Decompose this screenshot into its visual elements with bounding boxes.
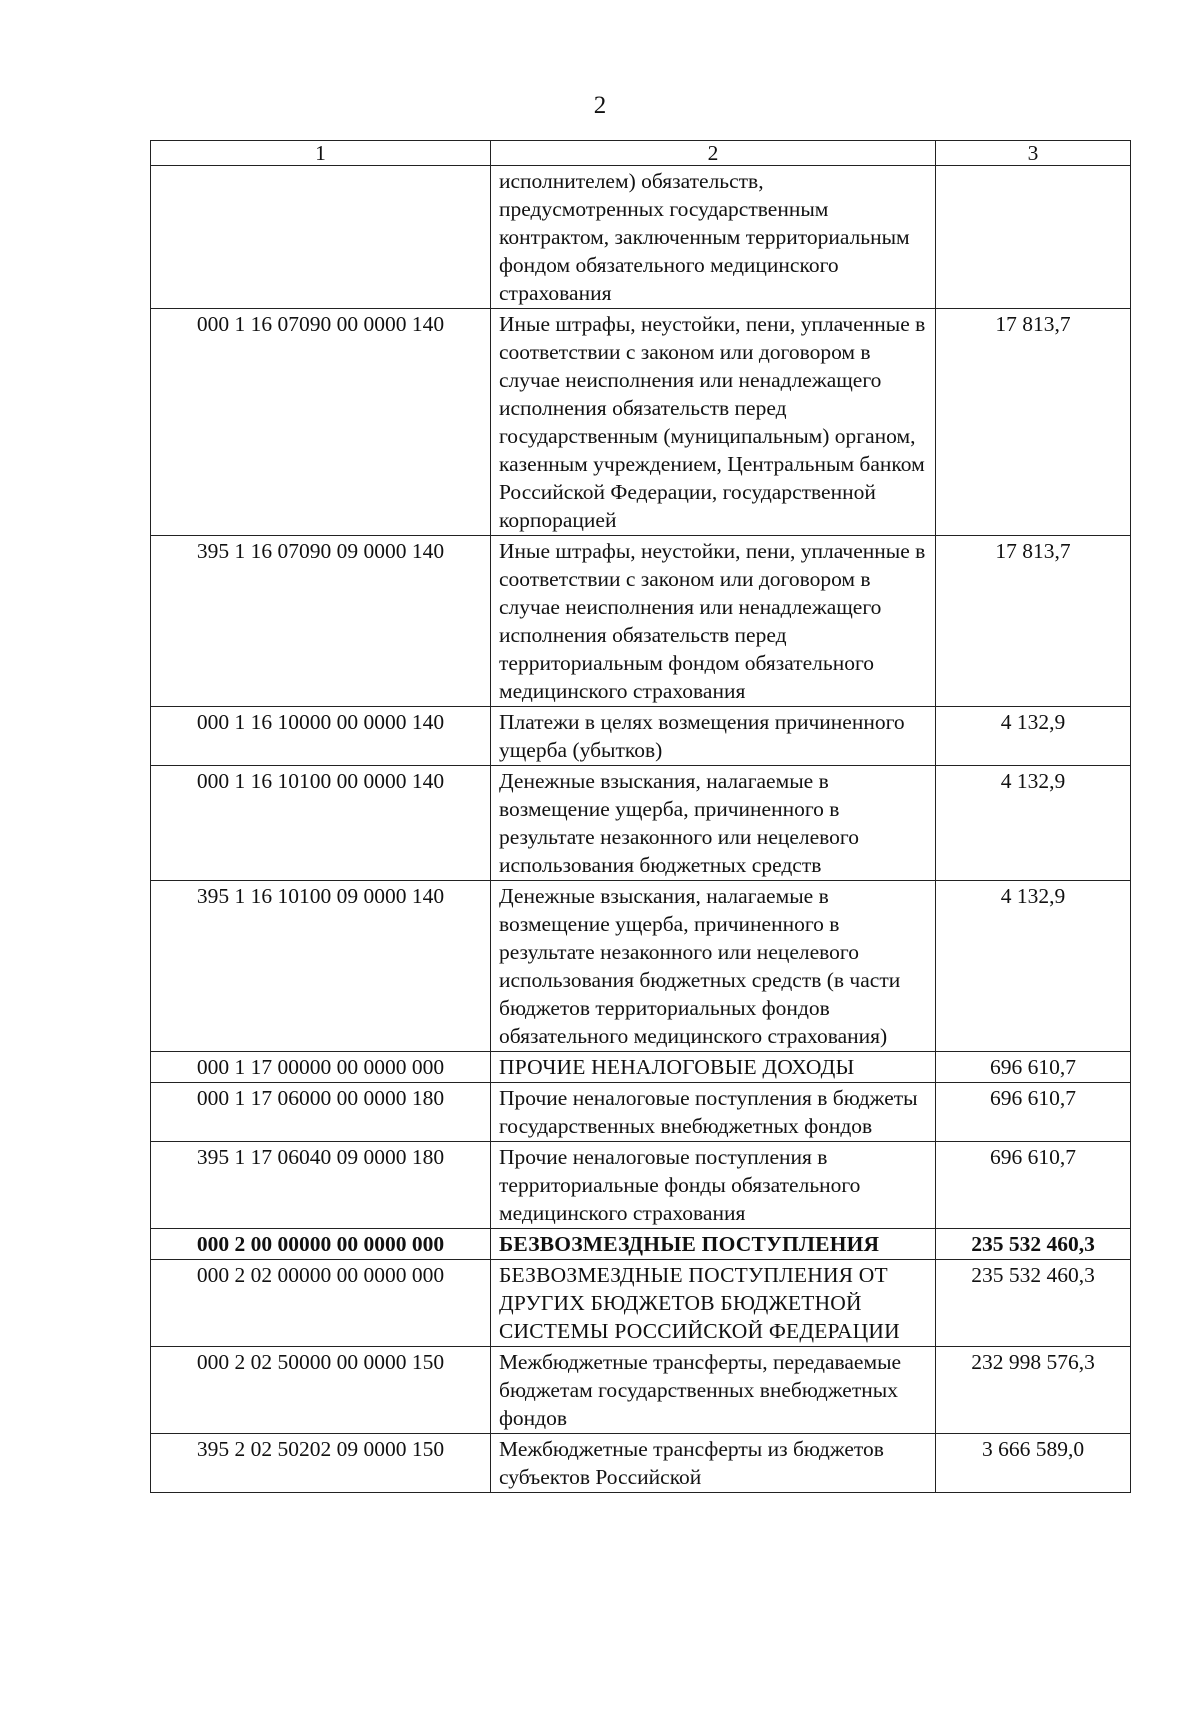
row-amount: 235 532 460,3 [936, 1229, 1131, 1260]
row-name: Иные штрафы, неустойки, пени, уплаченные в соответствии с законом или договором в случае неисполнения или ненадлежащего исполнения обязательств перед территориальным фондом обязательного медицинского страхования [491, 536, 936, 707]
table-header-row [151, 141, 1131, 166]
row-amount: 232 998 576,3 [936, 1347, 1131, 1434]
row-name: БЕЗВОЗМЕЗДНЫЕ ПОСТУПЛЕНИЯ [491, 1229, 936, 1260]
row-name: Денежные взыскания, налагаемые в возмещение ущерба, причиненного в результате незаконного или нецелевого использования бюджетных средств [491, 766, 936, 881]
row-name: Межбюджетные трансферты, передаваемые бюджетам государственных внебюджетных фондов [491, 1347, 936, 1434]
row-code: 395 2 02 50202 09 0000 150 [151, 1434, 491, 1493]
row-code: 000 2 02 00000 00 0000 000 [151, 1260, 491, 1347]
table-row-bold [151, 1229, 1131, 1260]
table-row [151, 707, 1131, 766]
table-row [151, 1347, 1131, 1434]
row-code: 395 1 16 07090 09 0000 140 [151, 536, 491, 707]
row-amount: 235 532 460,3 [936, 1260, 1131, 1347]
table-row [151, 1434, 1131, 1493]
row-amount: 4 132,9 [936, 881, 1131, 1052]
row-amount: 3 666 589,0 [936, 1434, 1131, 1493]
revenue-table [150, 140, 1131, 1493]
row-code: 000 1 16 07090 00 0000 140 [151, 309, 491, 536]
row-code: 000 1 16 10000 00 0000 140 [151, 707, 491, 766]
row-amount: 696 610,7 [936, 1142, 1131, 1229]
row-name: ПРОЧИЕ НЕНАЛОГОВЫЕ ДОХОДЫ [491, 1052, 936, 1083]
row-name: Межбюджетные трансферты из бюджетов субъектов Российской [491, 1434, 936, 1493]
row-name: Платежи в целях возмещения причиненного ущерба (убытков) [491, 707, 936, 766]
row-code: 000 2 00 00000 00 0000 000 [151, 1229, 491, 1260]
table-row [151, 1260, 1131, 1347]
column-header-name: 2 [491, 141, 936, 166]
row-name: Иные штрафы, неустойки, пени, уплаченные в соответствии с законом или договором в случае неисполнения или ненадлежащего исполнения обязательств перед государственным (муниципальным) органом, казенным учреждением, Центральным банком Российской Федерации, государственной корпорацией [491, 309, 936, 536]
row-amount: 4 132,9 [936, 766, 1131, 881]
table-row [151, 1052, 1131, 1083]
row-code: 000 2 02 50000 00 0000 150 [151, 1347, 491, 1434]
row-name: Денежные взыскания, налагаемые в возмещение ущерба, причиненного в результате незаконного или нецелевого использования бюджетных средств (в части бюджетов территориальных фондов обязательного медицинского страхования) [491, 881, 936, 1052]
table-row [151, 309, 1131, 536]
row-amount: 696 610,7 [936, 1052, 1131, 1083]
row-amount: 696 610,7 [936, 1083, 1131, 1142]
page-number: 2 [593, 92, 607, 119]
row-code: 000 1 17 00000 00 0000 000 [151, 1052, 491, 1083]
table-row [151, 1083, 1131, 1142]
row-amount [936, 166, 1131, 309]
column-header-code: 1 [151, 141, 491, 166]
row-code: 395 1 16 10100 09 0000 140 [151, 881, 491, 1052]
row-name: БЕЗВОЗМЕЗДНЫЕ ПОСТУПЛЕНИЯ ОТ ДРУГИХ БЮДЖЕТОВ БЮДЖЕТНОЙ СИСТЕМЫ РОССИЙСКОЙ ФЕДЕРАЦИИ [491, 1260, 936, 1347]
row-amount: 17 813,7 [936, 309, 1131, 536]
row-amount: 4 132,9 [936, 707, 1131, 766]
row-code: 000 1 16 10100 00 0000 140 [151, 766, 491, 881]
row-name: Прочие неналоговые поступления в территориальные фонды обязательного медицинского страхования [491, 1142, 936, 1229]
table-row [151, 881, 1131, 1052]
table-row [151, 536, 1131, 707]
row-name: Прочие неналоговые поступления в бюджеты государственных внебюджетных фондов [491, 1083, 936, 1142]
row-code: 000 1 17 06000 00 0000 180 [151, 1083, 491, 1142]
column-header-amount: 3 [936, 141, 1131, 166]
row-name: исполнителем) обязательств, предусмотренных государственным контрактом, заключенным территориальным фондом обязательного медицинского страхования [491, 166, 936, 309]
table-row [151, 166, 1131, 309]
row-code [151, 166, 491, 309]
table-row [151, 766, 1131, 881]
row-amount: 17 813,7 [936, 536, 1131, 707]
row-code: 395 1 17 06040 09 0000 180 [151, 1142, 491, 1229]
table-row [151, 1142, 1131, 1229]
